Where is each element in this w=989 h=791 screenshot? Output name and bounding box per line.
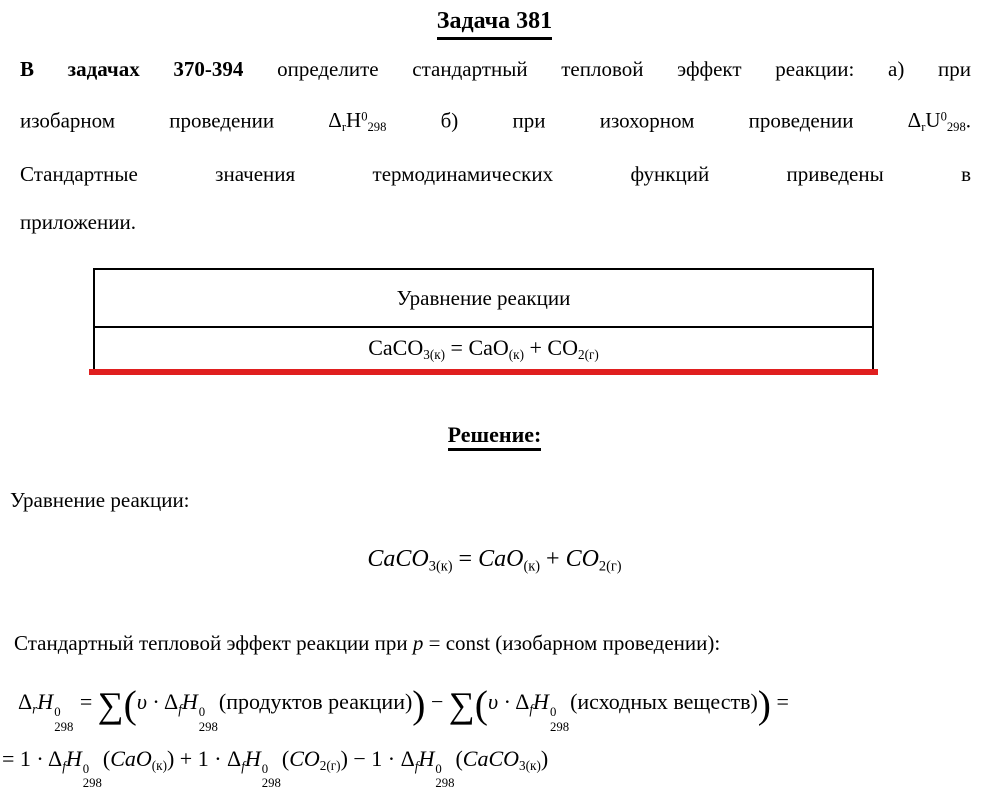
reaction-table: [93, 268, 874, 371]
hess-law-formula-continuation: [2, 744, 548, 791]
red-underline-bar: [89, 369, 878, 375]
equation-label: Уравнение реакции:: [10, 488, 190, 512]
reaction-equation-text: CaCO3(к) = CaO(к) + CO2(г): [368, 334, 599, 362]
problem-title-text: Задача 381: [437, 8, 552, 40]
reaction-equation-italic-text: CaCO3(к) = CaO(к) + CO2(г): [367, 546, 622, 575]
isobaric-note-line: [14, 631, 720, 656]
problem-title: [0, 8, 989, 40]
reaction-table-header-cell: [95, 270, 872, 328]
reaction-table-border: [93, 268, 874, 371]
reaction-equation-italic: [0, 546, 989, 575]
statement-bold-range: В задачах 370-394: [20, 57, 244, 81]
internal-energy-symbol: ΔrU$^0$298: [907, 107, 966, 134]
statement-line-3-text: Стандартные значения термодинамических функций приведены в: [20, 162, 971, 187]
statement-line-3: [20, 151, 971, 199]
statement-line-1: [20, 46, 971, 94]
hess-law-formula-continuation-text: = $1 \cdot \Delta_fH$ 0 298 $(CaO(к)) + 1 \cdot \Delta_fH$ 0 298 $(CO2(г)) - 1 \cdot \Delta_fH$ 0 298 (CaCO3(к)): [2, 746, 549, 791]
statement-line-4-text: приложении.: [20, 209, 136, 234]
hess-law-formula: [18, 683, 985, 734]
enthalpy-symbol: ΔrH$^0$298: [328, 107, 387, 134]
statement-line-2: [20, 94, 971, 152]
isobaric-note-pre: Стандартный тепловой эффект реакции при: [14, 631, 413, 655]
solution-heading-text: Решение:: [448, 422, 542, 451]
statement-line-1-text: определите стандартный тепловой эффект реакции: а) при: [243, 57, 971, 81]
statement-line-2-end: .: [965, 107, 971, 132]
problem-statement: [20, 46, 971, 246]
statement-line-2-mid: б) при изохорном проведении: [386, 107, 908, 132]
statement-line-2-pre: изобарном проведении: [20, 107, 329, 132]
pressure-variable: p: [412, 631, 424, 655]
hess-law-formula-text: $\Delta_rH$ 0 298 = $\sum(\upsilon \cdot \Delta_fH$ 0 298 (продуктов реакции)) − $\sum(\upsilon \cdot \Delta_fH$ 0 298 (исходных веществ)) =: [18, 683, 789, 734]
isobaric-note-post: = const (изобарном проведении):: [423, 631, 721, 655]
statement-line-4: [20, 199, 971, 247]
solution-heading: [0, 422, 989, 451]
reaction-table-equation-cell: [95, 328, 872, 369]
reaction-table-header-text: Уравнение реакции: [396, 285, 571, 310]
